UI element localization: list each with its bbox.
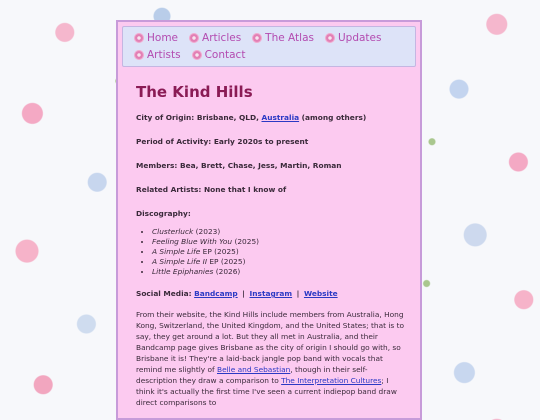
nav-articles[interactable]	[190, 31, 241, 45]
flower-icon	[135, 51, 143, 59]
flower-icon	[253, 34, 261, 42]
period-field	[136, 137, 406, 147]
nav-updates[interactable]	[326, 31, 382, 45]
origin-field	[136, 113, 406, 123]
release-title: Feeling Blue With You	[152, 237, 233, 246]
list-item	[152, 247, 406, 257]
release-title: Little Epiphanies	[152, 267, 214, 276]
release-title: A Simple Life II	[152, 257, 208, 266]
nav-the-atlas[interactable]	[253, 31, 314, 45]
nav-label: Home	[147, 32, 179, 44]
nav-artists[interactable]	[135, 48, 181, 62]
discography-list	[136, 227, 406, 277]
members-label: Members:	[136, 161, 178, 170]
flower-icon	[326, 34, 334, 42]
related-field	[136, 185, 406, 195]
description-paragraph	[136, 309, 406, 408]
period-label: Period of Activity:	[136, 137, 212, 146]
members-value: Bea, Brett, Chase, Jess, Martin, Roman	[179, 161, 342, 170]
release-year: (2026)	[215, 267, 241, 276]
social-label: Social Media:	[136, 289, 192, 298]
release-year: (2025)	[214, 247, 239, 256]
nav-label: Updates	[337, 32, 382, 44]
page-title: The Kind Hills	[136, 83, 253, 101]
nav-label: Artists	[147, 49, 181, 61]
members-field	[136, 161, 406, 171]
period-value: Early 2020s to present	[213, 137, 309, 146]
origin-text: Brisbane, QLD,	[196, 113, 259, 122]
flower-icon	[190, 34, 198, 42]
main-nav	[122, 26, 416, 67]
description-text: ; I think it's actually the first time I've seen a current indiepop band draw direct comparisons to	[136, 376, 397, 407]
australia-link[interactable]: Australia	[261, 113, 300, 122]
description-text: , though in their self-description they draw a comparison to	[136, 365, 368, 385]
origin-label: City of Origin:	[136, 113, 195, 122]
list-item	[152, 237, 406, 247]
release-type: EP	[209, 257, 219, 266]
discography-label: Discography:	[136, 209, 191, 218]
social-separator: |	[242, 289, 245, 298]
related-label: Related Artists:	[136, 185, 202, 194]
flower-icon	[193, 51, 201, 59]
release-title: Clusterluck	[152, 227, 194, 236]
release-title: A Simple Life	[152, 247, 201, 256]
nav-home[interactable]	[135, 31, 178, 45]
nav-label: The Atlas	[265, 32, 314, 44]
list-item	[152, 227, 406, 237]
release-year: (2023)	[195, 227, 221, 236]
origin-suffix: (among others)	[301, 113, 367, 122]
flower-icon	[135, 34, 143, 42]
nav-contact[interactable]	[193, 48, 246, 62]
release-year: (2025)	[220, 257, 246, 266]
website-link[interactable]: Website	[303, 289, 338, 298]
belle-and-sebastian-link[interactable]: Belle and Sebastian	[217, 365, 291, 374]
page-container	[116, 20, 422, 420]
list-item	[152, 257, 406, 267]
interpretation-cultures-link[interactable]: The Interpretation Cultures	[281, 376, 382, 385]
release-type: EP	[202, 247, 212, 256]
description-text: From their website, the Kind Hills include members from Australia, Hong Kong, Switzerland, the United Kingdom, and the United States; that is to say, they get around a lot. But they all met in Australia, and their Bandcamp page gives Brisbane as the city of origin I should go with, so Brisbane it is! They're a laid-back jangle pop band with vocals that remind me slightly of	[136, 310, 405, 374]
social-media	[136, 289, 406, 299]
bandcamp-link[interactable]: Bandcamp	[194, 289, 238, 298]
article-content	[118, 71, 420, 408]
instagram-link[interactable]: Instagram	[249, 289, 293, 298]
nav-label: Articles	[202, 32, 242, 44]
related-value: None that I know of	[203, 185, 287, 194]
social-separator: |	[296, 289, 300, 298]
nav-label: Contact	[204, 49, 246, 61]
list-item	[152, 267, 406, 277]
release-year: (2025)	[234, 237, 260, 246]
